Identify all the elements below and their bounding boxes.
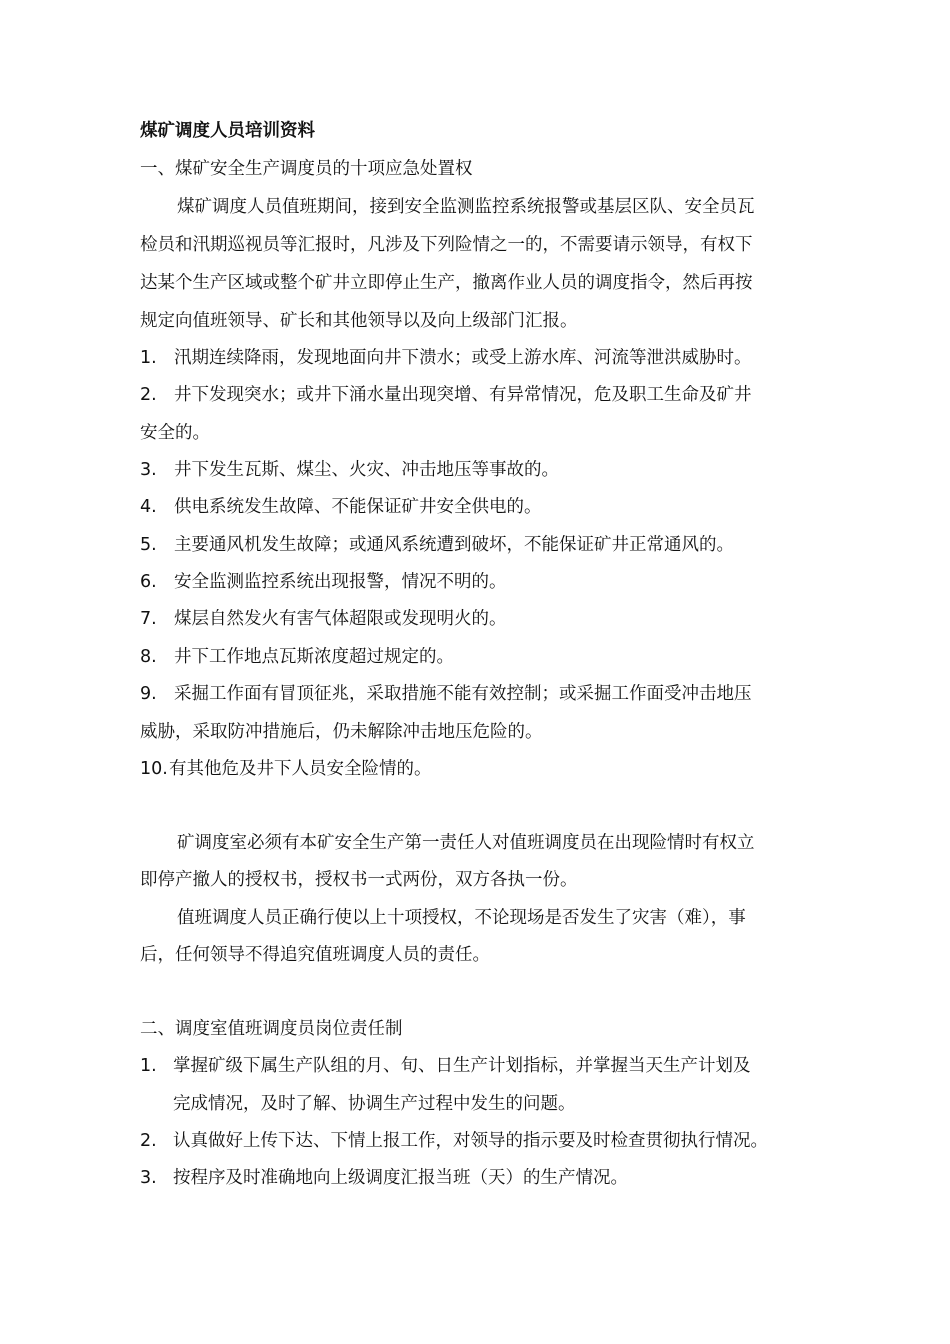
list-item [140,347,752,369]
section2-heading: 二、调度室值班调度员岗位责任制 [140,1019,403,1039]
section1-intro-line: 规定向值班领导、矿长和其他领导以及向上级部门汇报。 [140,311,578,331]
list-item-text: 井下工作地点瓦斯浓度超过规定的。 [174,647,454,667]
list-item-number: 4. [140,497,157,517]
list-item-text: 掌握矿级下属生产队组的月、旬、日生产计划指标，并掌握当天生产计划及 [173,1056,751,1076]
list-item-number: 5. [140,535,157,555]
paragraph-line: 后，任何领导不得追究值班调度人员的责任。 [140,945,490,965]
list-item-number: 3. [140,1168,157,1188]
list-item [140,459,559,481]
list-item-number: 3. [140,460,157,480]
list-item-text: 煤层自然发火有害气体超限或发现明火的。 [174,609,507,629]
list-item-number: 9. [140,684,157,704]
section1-intro-line: 煤矿调度人员值班期间，接到安全监测监控系统报警或基层区队、安全员瓦 [177,197,755,217]
list-item-text: 井下发现突水；或井下涌水量出现突增、有异常情况，危及职工生命及矿井 [174,385,752,405]
list-item [140,758,432,780]
section1-heading: 一、煤矿安全生产调度员的十项应急处置权 [140,159,473,179]
list-item-number: 1. [140,1056,157,1076]
section1-intro-line: 检员和汛期巡视员等汇报时，凡涉及下列险情之一的，不需要请示领导，有权下 [140,235,753,255]
list-item-continuation: 安全的。 [140,423,210,443]
list-item-text: 安全监测监控系统出现报警，情况不明的。 [174,572,507,592]
list-item-text: 主要通风机发生故障；或通风系统遭到破坏，不能保证矿井正常通风的。 [174,535,734,555]
list-item-text: 按程序及时准确地向上级调度汇报当班（天）的生产情况。 [173,1168,628,1188]
list-item-number: 10. [140,759,168,779]
list-item-text: 有其他危及井下人员安全险情的。 [169,759,432,779]
list-item [140,1055,751,1077]
list-item [140,496,542,518]
list-item-text: 采掘工作面有冒顶征兆，采取措施不能有效控制；或采掘工作面受冲击地压 [174,684,752,704]
paragraph-line: 矿调度室必须有本矿安全生产第一责任人对值班调度员在出现险情时有权立 [177,833,755,853]
list-item [140,608,507,630]
list-item-number: 7. [140,609,157,629]
list-item-continuation: 威胁，采取防冲措施后，仍未解除冲击地压危险的。 [140,722,543,742]
list-item-number: 2. [140,1131,157,1151]
list-item-number: 1. [140,348,157,368]
document-title: 煤矿调度人员培训资料 [140,121,315,141]
list-item-number: 8. [140,647,157,667]
paragraph-line: 值班调度人员正确行使以上十项授权，不论现场是否发生了灾害（难），事 [177,908,746,928]
list-item-text: 汛期连续降雨，发现地面向井下溃水；或受上游水库、河流等泄洪威胁时。 [174,348,752,368]
list-item-continuation: 完成情况，及时了解、协调生产过程中发生的问题。 [173,1094,576,1114]
list-item-text: 认真做好上传下达、下情上报工作，对领导的指示要及时检查贯彻执行情况。 [173,1131,768,1151]
list-item-number: 6. [140,572,157,592]
list-item-number: 2. [140,385,157,405]
list-item [140,534,734,556]
list-item-text: 供电系统发生故障、不能保证矿井安全供电的。 [174,497,542,517]
list-item [140,571,507,593]
list-item [140,1130,768,1152]
list-item [140,683,752,705]
section1-intro-line: 达某个生产区域或整个矿井立即停止生产，撤离作业人员的调度指令，然后再按 [140,273,753,293]
paragraph-line: 即停产撤人的授权书，授权书一式两份，双方各执一份。 [140,870,578,890]
list-item [140,384,752,406]
list-item [140,646,454,668]
list-item [140,1167,628,1189]
list-item-text: 井下发生瓦斯、煤尘、火灾、冲击地压等事故的。 [174,460,559,480]
